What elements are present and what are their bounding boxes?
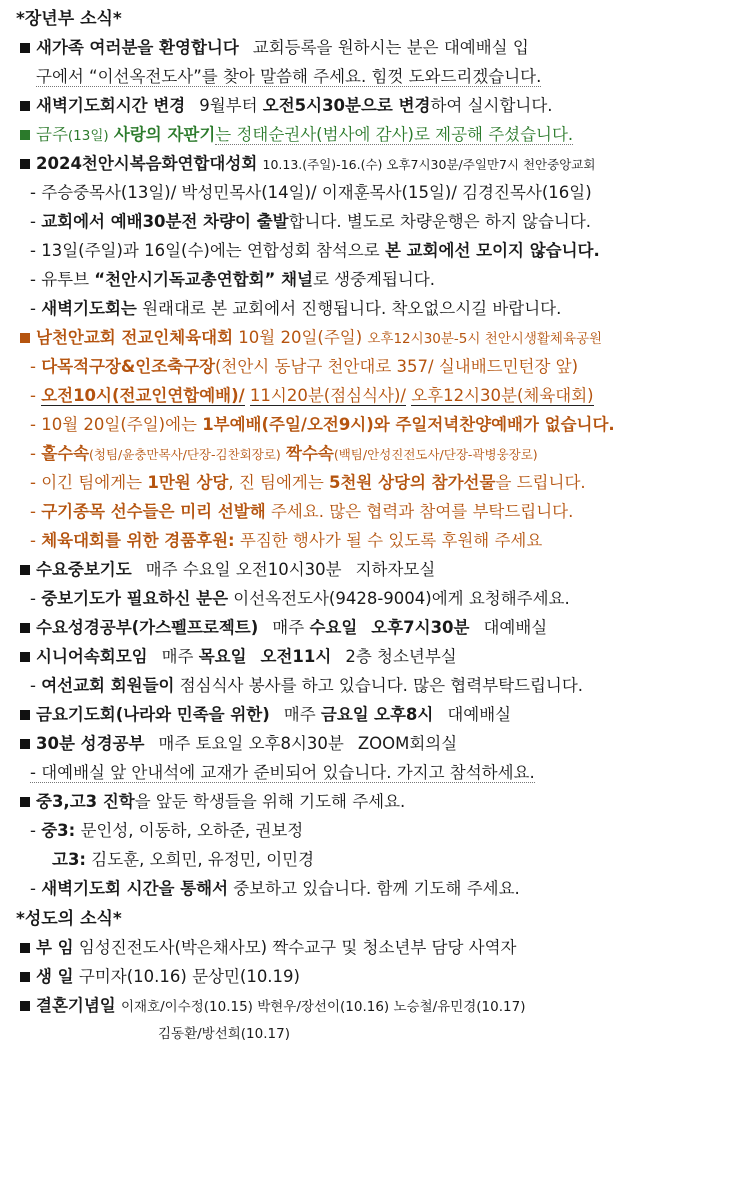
notice-fri-prayer: 금요기도회(나라와 민족을 위한) 매주 금요일 오후8시 대예배실 (16, 703, 731, 726)
sports-players: - 구기종목 선수들은 미리 선발해 주세요. 많은 협력과 참여를 부탁드립니다. (30, 502, 574, 521)
square-bullet-icon (20, 1001, 30, 1011)
saints-appointment: 부 임 임성진전도사(박은채사모) 짝수교구 및 청소년부 담당 사역자 (16, 936, 731, 959)
square-bullet-icon (20, 623, 30, 633)
notice-newcomers-cont: 구에서 “이선옥전도사”를 찾아 말씀해 주세요. 힘껏 도와드리겠습니다. (36, 67, 542, 86)
notice-senior-meeting: 시니어속회모임 매주 목요일 오전11시 2층 청소년부실 (16, 645, 731, 668)
sports-schedule: - 오전10시(전교인연합예배)/ 11시20분(점심식사)/ 오후12시30분(체육대회) (30, 386, 594, 405)
notice-30min-study: 30분 성경공부 매주 토요일 오후8시30분 ZOOM회의실 (16, 732, 731, 755)
square-bullet-icon (20, 333, 30, 343)
saints-anniversary: 결혼기념일 이재호/이수정(10.15) 박현우/장선이(10.16) 노승철/유민경(10.17) (16, 994, 731, 1017)
square-bullet-icon (20, 797, 30, 807)
square-bullet-icon (20, 739, 30, 749)
notice-women-service: - 여선교회 회원들이 점심식사 봉사를 하고 있습니다. 많은 협력부탁드립니다. (30, 676, 584, 695)
sports-venue: - 다목적구장&인조축구장(천안시 동남구 천안대로 357/ 실내배드민턴장 앞) (30, 357, 579, 376)
notice-crusade-youtube: - 유투브 “천안시기독교총연합회” 채널로 생중계됩니다. (30, 270, 436, 289)
notice-crusade-speakers: - 주승중목사(13일)/ 박성민목사(14일)/ 이재훈목사(15일)/ 김경진목사(16일) (30, 183, 592, 202)
sports-sponsor: - 체육대회를 위한 경품후원: 푸짐한 행사가 될 수 있도록 후원해 주세요 (30, 531, 543, 550)
notice-sports-day: 남천안교회 전교인체육대회 10월 20일(주일) 오후12시30분-5시 천안시생활체육공원 (16, 326, 731, 349)
notice-wed-intercession: 수요중보기도 매주 수요일 오전10시30분 지하자모실 (16, 558, 731, 581)
sports-teams: - 홀수속(청팀/윤충만목사/단장-김찬회장로) 짝수속(백팀/안성진전도사/단장-곽병웅장로) (30, 444, 538, 463)
saints-anniversary-cont: 김동환/방선희(10.17) (158, 1026, 290, 1042)
saints-birthday: 생 일 구미자(10.16) 문상민(10.19) (16, 965, 731, 988)
graduates-middle: - 중3: 문인성, 이동하, 오하준, 권보정 (30, 821, 304, 840)
notice-dawn-prayer: 새벽기도회시간 변경 9월부터 오전5시30분으로 변경하여 실시합니다. (16, 94, 731, 117)
square-bullet-icon (20, 101, 30, 111)
notice-crusade-dawn: - 새벽기도회는 원래대로 본 교회에서 진행됩니다. 착오없으시길 바랍니다. (30, 299, 562, 318)
notice-crusade-vehicle: - 교회에서 예배30분전 차량이 출발합니다. 별도로 차량운행은 하지 않습니다. (30, 212, 592, 231)
graduates-high: 고3: 김도훈, 오희민, 유정민, 이민경 (52, 850, 315, 869)
sports-no-service: - 10월 20일(주일)에는 1부예배(주일/오전9시)와 주일저녁찬양예배가 없습니다. (30, 415, 615, 434)
notice-crusade-dates: - 13일(주일)과 16일(수)에는 연합성회 참석으로 본 교회에선 모이지 않습니다. (30, 241, 600, 260)
notice-textbook: - 대예배실 앞 안내석에 교재가 준비되어 있습니다. 가지고 참석하세요. (30, 763, 535, 782)
square-bullet-icon (20, 652, 30, 662)
section-title-saints: *성도의 소식* (16, 909, 122, 929)
notice-newcomers: 새가족 여러분을 환영합니다 교회등록을 원하시는 분은 대예배실 입 (16, 36, 731, 59)
sports-prizes: - 이긴 팀에게는 1만원 상당, 진 팀에게는 5천원 상당의 참가선물을 드립니다. (30, 473, 586, 492)
square-bullet-icon (20, 565, 30, 575)
square-bullet-icon (20, 130, 30, 140)
notice-graduates: 중3,고3 진학을 앞둔 학생들을 위해 기도해 주세요. (16, 790, 731, 813)
notice-crusade: 2024천안시복음화연합대성회 10.13.(주일)-16.(수) 오후7시30분/주일만7시 천안중앙교회 (16, 152, 731, 175)
square-bullet-icon (20, 43, 30, 53)
square-bullet-icon (20, 710, 30, 720)
square-bullet-icon (20, 159, 30, 169)
square-bullet-icon (20, 972, 30, 982)
square-bullet-icon (20, 943, 30, 953)
graduates-prayer: - 새벽기도회 시간을 통해서 중보하고 있습니다. 함께 기도해 주세요. (30, 879, 520, 898)
notice-intercession-request: - 중보기도가 필요하신 분은 이선옥전도사(9428-9004)에게 요청해주세요. (30, 589, 570, 608)
section-title-youth: *장년부 소식* (16, 9, 122, 29)
notice-vending: 금주(13일) 사랑의 자판기는 정태순권사(범사에 감사)로 제공해 주셨습니다. (16, 123, 731, 146)
notice-wed-bible-study: 수요성경공부(가스펠프로젝트) 매주 수요일 오후7시30분 대예배실 (16, 616, 731, 639)
